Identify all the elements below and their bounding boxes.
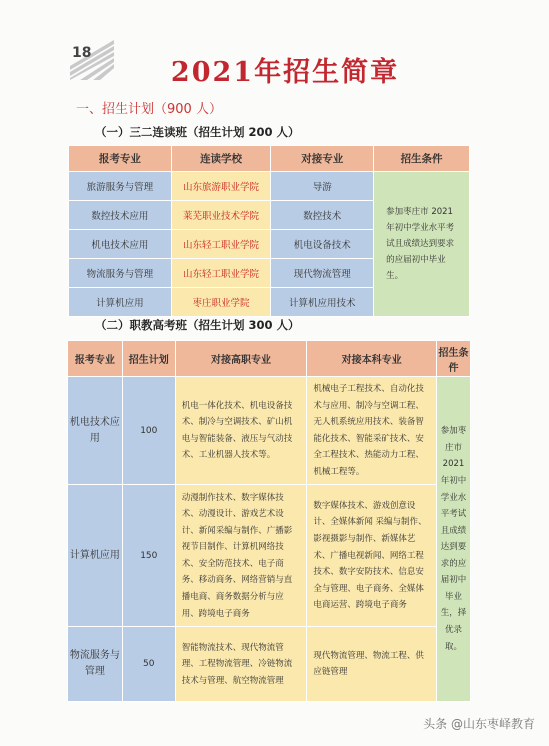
linked-major-cell: 现代物流管理 bbox=[271, 259, 374, 288]
school-cell: 莱芜职业技术学院 bbox=[171, 201, 271, 230]
school-cell: 枣庄职业学院 bbox=[171, 288, 271, 317]
plan-cell: 100 bbox=[122, 377, 175, 485]
header-cell: 对接专业 bbox=[271, 146, 374, 172]
major-cell: 物流服务与管理 bbox=[68, 627, 123, 702]
header-cell: 招生条件 bbox=[437, 341, 471, 377]
plan-cell: 50 bbox=[122, 627, 175, 702]
higher-vocational-cell: 智能物流技术、现代物流管理、工程物流管理、冷链物流技术与管理、航空物流管理 bbox=[175, 627, 307, 702]
table-row bbox=[68, 377, 471, 485]
major-cell: 旅游服务与管理 bbox=[69, 172, 172, 201]
page-number: 18 bbox=[72, 45, 92, 61]
table-header-row bbox=[68, 341, 471, 377]
three-two-program-table bbox=[68, 145, 470, 317]
header-cell: 报考专业 bbox=[68, 341, 123, 377]
condition-cell: 参加枣庄市 2021 年初中学业水平考试且成绩达到要求的应届初中毕业生。 bbox=[374, 172, 470, 317]
page-title: 2021年招生简章 bbox=[170, 57, 400, 88]
higher-vocational-cell: 机电一体化技术、机电设备技术、制冷与空调技术、矿山机电与智能装备、液压与气动技术、工业机器人技术等。 bbox=[175, 377, 307, 485]
table-row bbox=[68, 627, 471, 702]
linked-major-cell: 数控技术 bbox=[271, 201, 374, 230]
header-cell: 对接本科专业 bbox=[307, 341, 437, 377]
major-cell: 计算机应用 bbox=[68, 485, 123, 627]
major-cell: 数控技术应用 bbox=[69, 201, 172, 230]
school-cell: 山东旅游职业学院 bbox=[171, 172, 271, 201]
watermark: 头条 @山东枣峄教育 bbox=[423, 717, 535, 731]
linked-major-cell: 导游 bbox=[271, 172, 374, 201]
header-cell: 招生计划 bbox=[122, 341, 175, 377]
major-cell: 机电技术应用 bbox=[69, 230, 172, 259]
table-row bbox=[69, 172, 470, 201]
undergraduate-cell: 现代物流管理、物流工程、供应链管理 bbox=[307, 627, 437, 702]
vocational-exam-program-table bbox=[67, 340, 471, 702]
linked-major-cell: 机电设备技术 bbox=[271, 230, 374, 259]
linked-major-cell: 计算机应用技术 bbox=[271, 288, 374, 317]
header-cell: 连读学校 bbox=[171, 146, 271, 172]
table-row bbox=[68, 485, 471, 627]
undergraduate-cell: 机械电子工程技术、自动化技术与应用、制冷与空调工程、无人机系统应用技术、装备智能化技术、智能采矿技术、安全工程技术、热能动力工程、机械工程等。 bbox=[307, 377, 437, 485]
major-cell: 物流服务与管理 bbox=[69, 259, 172, 288]
major-cell: 计算机应用 bbox=[69, 288, 172, 317]
table-header-row bbox=[69, 146, 470, 172]
plan-cell: 150 bbox=[122, 485, 175, 627]
header-cell: 报考专业 bbox=[69, 146, 172, 172]
higher-vocational-cell: 动漫制作技术、数字媒体技术、动漫设计、游戏艺术设计、新闻采编与制作、广播影视节目制作、计算机网络技术、安全防范技术、电子商务、移动商务、网络营销与直播电商、商务数据分析与应用、跨境电子商务 bbox=[175, 485, 307, 627]
major-cell: 机电技术应用 bbox=[68, 377, 123, 485]
school-cell: 山东轻工职业学院 bbox=[171, 230, 271, 259]
header-cell: 招生条件 bbox=[374, 146, 470, 172]
subsection-heading-1: （一）三二连读班（招生计划 200 人） bbox=[95, 125, 300, 139]
header-cell: 对接高职专业 bbox=[175, 341, 307, 377]
subsection-heading-2: （二）职教高考班（招生计划 300 人） bbox=[95, 318, 300, 332]
undergraduate-cell: 数字媒体技术、游戏创意设计、全媒体新闻 采编与制作、影视摄影与制作、新媒体艺术、广播电视新闻、网络工程技术、数字安防技术、信息安全与管理、电子商务、全媒体电商运营、跨境电子商务 bbox=[307, 485, 437, 627]
condition-cell: 参加枣庄市2021年初中学业水平考试且成绩达到要求的应届初中毕业生，择优录取。 bbox=[437, 377, 471, 702]
section-heading: 一、招生计划（900 人） bbox=[76, 102, 222, 117]
school-cell: 山东轻工职业学院 bbox=[171, 259, 271, 288]
